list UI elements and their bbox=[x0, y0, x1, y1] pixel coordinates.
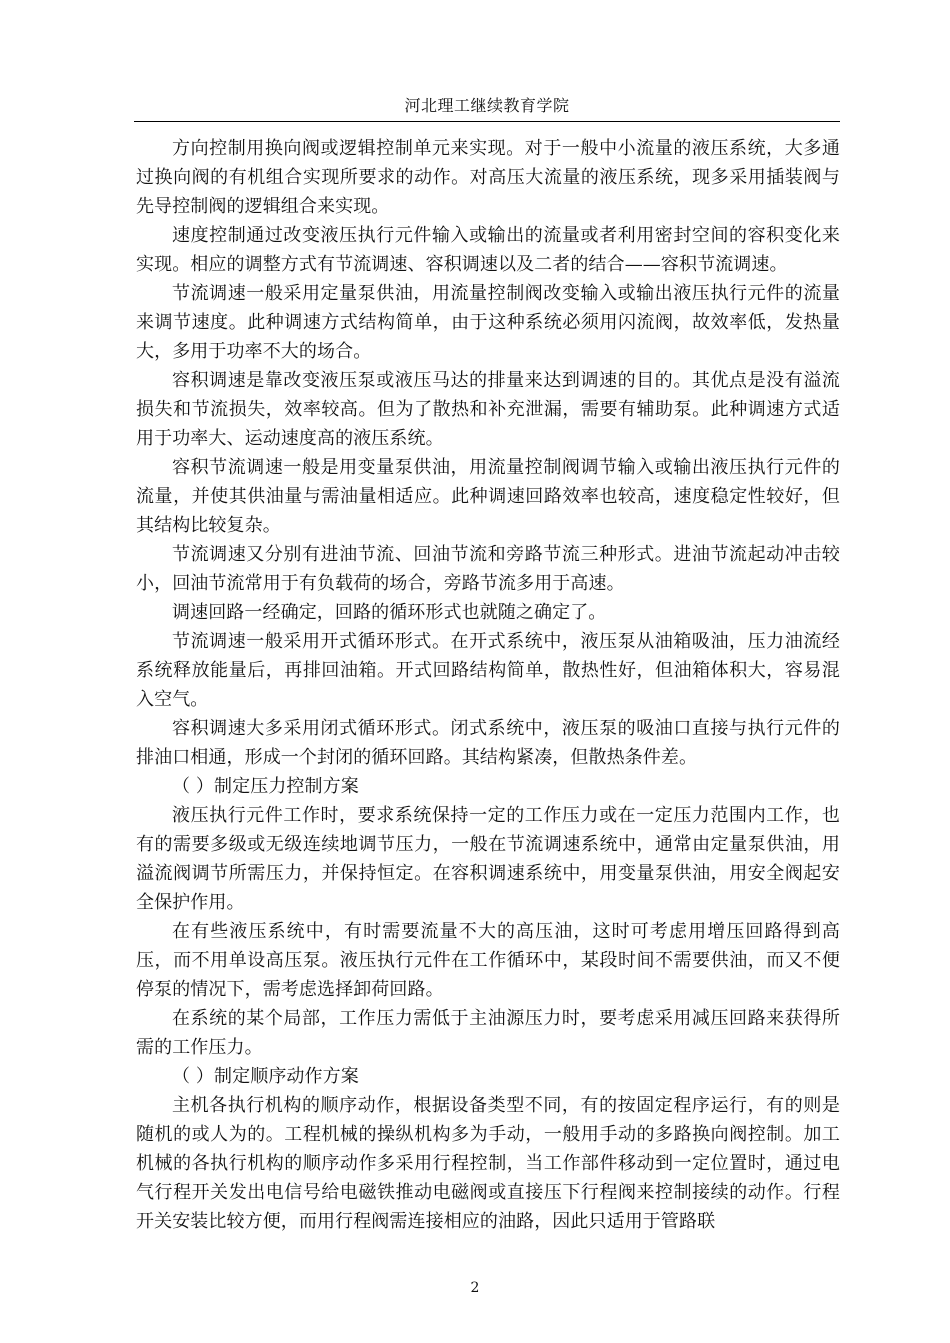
header-divider bbox=[134, 121, 840, 122]
paragraph: 在系统的某个局部，工作压力需低于主油源压力时，要考虑采用减压回路来获得所需的工作压力。 bbox=[136, 1008, 840, 1058]
paragraph: 液压执行元件工作时，要求系统保持一定的工作压力或在一定压力范围内工作，也有的需要多级或无级连续地调节压力，一般在节流调速系统中，通常由定量泵供油，用溢流阀调节所需压力，并保持恒定。在容积调速系统中，用变量泵供油，用安全阀起安全保护作用。 bbox=[136, 805, 840, 913]
paragraph: 在有些液压系统中，有时需要流量不大的高压油，这时可考虑用增压回路得到高压，而不用单设高压泵。液压执行元件在工作循环中，某段时间不需要供油，而又不便停泵的情况下，需考虑选择卸荷回路。 bbox=[136, 921, 840, 1000]
paragraph: 主机各执行机构的顺序动作，根据设备类型不同，有的按固定程序运行，有的则是随机的或人为的。工程机械的操纵机构多为手动，一般用手动的多路换向阀控制。加工机械的各执行机构的顺序动作多采用行程控制，当工作部件移动到一定位置时，通过电气行程开关发出电信号给电磁铁推动电磁阀或直接压下行程阀来控制接续的动作。行程开关安装比较方便，而用行程阀需连接相应的油路，因此只适用于管路联 bbox=[136, 1095, 840, 1232]
paragraph: 调速回路一经确定，回路的循环形式也就随之确定了。 bbox=[172, 602, 607, 623]
paragraph: 容积调速是靠改变液压泵或液压马达的排量来达到调速的目的。其优点是没有溢流损失和节流损失，效率较高。但为了散热和补充泄漏，需要有辅助泵。此种调速方式适用于功率大、运动速度高的液压系统。 bbox=[136, 370, 840, 449]
page-number: 2 bbox=[470, 1280, 480, 1296]
section-heading-pressure-control: （ ）制定压力控制方案 bbox=[172, 776, 359, 797]
paragraph: 节流调速一般采用开式循环形式。在开式系统中，液压泵从油箱吸油，压力油流经系统释放能量后，再排回油箱。开式回路结构简单，散热性好，但油箱体积大，容易混入空气。 bbox=[136, 631, 840, 710]
page-header-title: 河北理工继续教育学院 bbox=[404, 96, 570, 115]
paragraph: 速度控制通过改变液压执行元件输入或输出的流量或者利用密封空间的容积变化来实现。相应的调整方式有节流调速、容积调速以及二者的结合——容积节流调速。 bbox=[136, 225, 840, 275]
paragraph: 节流调速一般采用定量泵供油，用流量控制阀改变输入或输出液压执行元件的流量来调节速度。此种调速方式结构简单，由于这种系统必须用闪流阀，故效率低，发热量大，多用于功率不大的场合。 bbox=[136, 283, 840, 362]
section-heading-sequence-control: （ ）制定顺序动作方案 bbox=[172, 1066, 359, 1087]
paragraph: 节流调速又分别有进油节流、回油节流和旁路节流三种形式。进油节流起动冲击较小，回油节流常用于有负载荷的场合，旁路节流多用于高速。 bbox=[136, 544, 840, 594]
paragraph: 容积节流调速一般是用变量泵供油，用流量控制阀调节输入或输出液压执行元件的流量，并使其供油量与需油量相适应。此种调速回路效率也较高，速度稳定性较好，但其结构比较复杂。 bbox=[136, 457, 840, 536]
paragraph: 方向控制用换向阀或逻辑控制单元来实现。对于一般中小流量的液压系统，大多通过换向阀的有机组合实现所要求的动作。对高压大流量的液压系统，现多采用插装阀与先导控制阀的逻辑组合来实现。 bbox=[136, 138, 840, 217]
paragraph: 容积调速大多采用闭式循环形式。闭式系统中，液压泵的吸油口直接与执行元件的排油口相通，形成一个封闭的循环回路。其结构紧凑，但散热条件差。 bbox=[136, 718, 840, 768]
document-body bbox=[136, 134, 840, 1236]
